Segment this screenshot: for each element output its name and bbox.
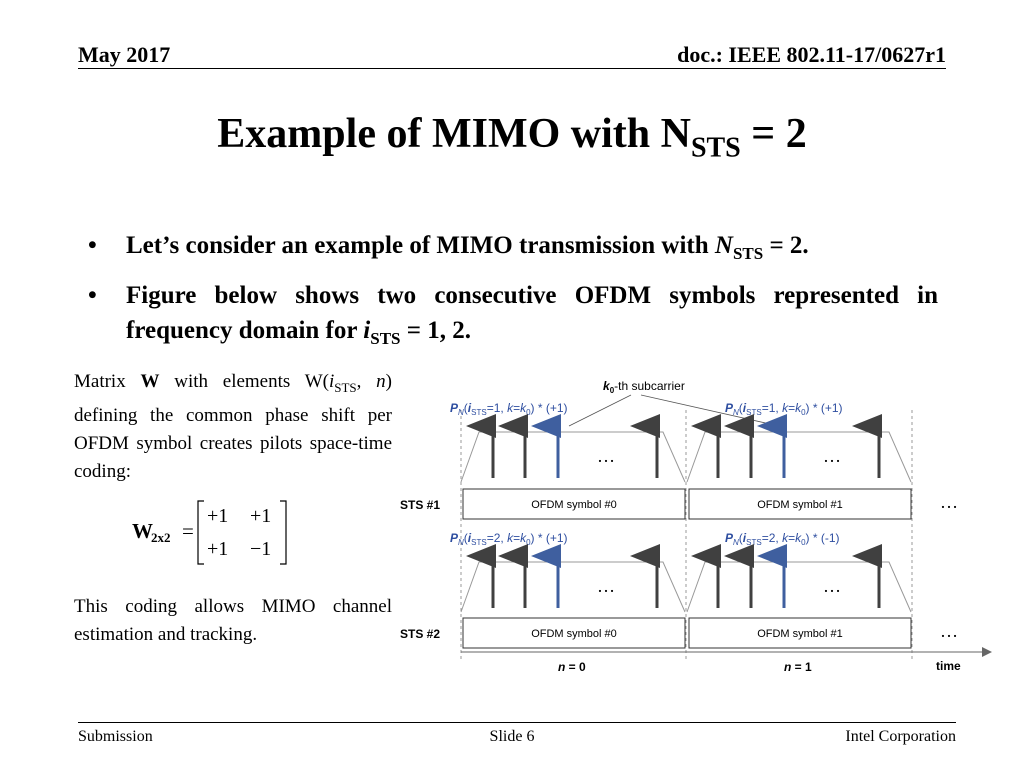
time-label: time bbox=[936, 659, 961, 673]
matrix-cell: +1 bbox=[207, 505, 229, 527]
pilot-label: $P_N(i_{STS}=1$, $k=k_0) * (+1)$ bbox=[450, 401, 568, 417]
subcarrier-label: $k_0-th$ subcarrier bbox=[603, 379, 685, 395]
ellipsis: … bbox=[940, 492, 958, 512]
spectrum-envelope bbox=[687, 562, 911, 612]
matrix-cell: +1 bbox=[250, 505, 272, 527]
matrix-right-bracket bbox=[280, 501, 286, 564]
desc-var: n bbox=[376, 371, 386, 392]
ofdm-symbol-label: OFDM symbol #1 bbox=[757, 628, 843, 640]
desc-text: ) defining the common phase shift per OFDM symbol creates pilots space-time coding: bbox=[74, 371, 392, 482]
ofdm-pilot-diagram bbox=[395, 370, 995, 680]
desc-matrix-name: W bbox=[140, 371, 160, 392]
ofdm-symbol-label: OFDM symbol #0 bbox=[531, 628, 617, 640]
bullet-text: = 2. bbox=[763, 232, 809, 259]
matrix-description bbox=[74, 368, 392, 486]
ellipsis: … bbox=[597, 446, 615, 466]
sts-label: STS #2 bbox=[400, 627, 441, 641]
footer-divider bbox=[78, 722, 956, 723]
ellipsis: … bbox=[823, 576, 841, 596]
pilot-label: $P_N(i_{STS}=1$, $k=k_0) * (+1)$ bbox=[725, 401, 843, 417]
sts-row-1 bbox=[400, 401, 958, 519]
w-matrix bbox=[132, 498, 312, 568]
title-main: Example of MIMO with N bbox=[217, 111, 691, 157]
bullet-subscript: STS bbox=[370, 329, 401, 348]
bullet-item bbox=[88, 228, 938, 271]
desc-subscript: STS bbox=[334, 379, 357, 395]
title-subscript: STS bbox=[690, 132, 741, 164]
spectrum-envelope bbox=[461, 432, 685, 482]
n-label: n = 0 bbox=[558, 660, 586, 674]
matrix-left-bracket bbox=[198, 501, 204, 564]
desc-var: i bbox=[328, 371, 335, 392]
matrix-cell: −1 bbox=[250, 538, 272, 560]
bullet-glyph: • bbox=[88, 282, 97, 309]
coding-note: This coding allows MIMO channel estimation and tracking. bbox=[74, 596, 392, 645]
slide-title bbox=[0, 110, 1024, 164]
bullet-var: N bbox=[714, 232, 733, 259]
bullet-text: = 1, 2. bbox=[400, 317, 471, 344]
matrix-cell: +1 bbox=[207, 538, 229, 560]
footer-slide-number: Slide 6 bbox=[489, 728, 535, 745]
bullet-text: Figure below shows two consecutive OFDM symbols represented in frequency domain for bbox=[126, 282, 938, 344]
header-date: May 2017 bbox=[78, 42, 171, 67]
ellipsis: … bbox=[940, 621, 958, 641]
matrix-name: W bbox=[132, 519, 153, 543]
callout-line bbox=[569, 395, 631, 426]
spectrum-envelope bbox=[687, 432, 911, 482]
desc-text: , bbox=[356, 371, 377, 392]
sts-row-2 bbox=[400, 531, 958, 648]
header-doc-id: doc.: IEEE 802.11-17/0627r1 bbox=[677, 42, 946, 67]
bullet-list bbox=[88, 228, 938, 363]
bullet-glyph: • bbox=[88, 232, 97, 259]
title-tail: = 2 bbox=[740, 111, 807, 157]
n-label: n = 1 bbox=[784, 660, 812, 674]
ellipsis: … bbox=[823, 446, 841, 466]
desc-text: with elements W( bbox=[159, 371, 329, 392]
pilot-label: $P_N(i_{STS}=2$, $k=k_0) * (+1)$ bbox=[450, 531, 568, 547]
footer-submission: Submission bbox=[78, 728, 153, 745]
ofdm-symbol-label: OFDM symbol #1 bbox=[757, 499, 843, 511]
matrix-equals: = bbox=[182, 519, 194, 543]
bullet-subscript: STS bbox=[732, 244, 764, 263]
sts-label: STS #1 bbox=[400, 498, 441, 512]
matrix-subscript: 2x2 bbox=[151, 530, 171, 545]
footer-company: Intel Corporation bbox=[845, 728, 956, 745]
header-divider bbox=[78, 68, 946, 69]
bullet-var: i bbox=[363, 317, 371, 344]
ellipsis: … bbox=[597, 576, 615, 596]
pilot-label: $P_N(i_{STS}=2$, $k=k_0) * (-1)$ bbox=[725, 531, 840, 547]
spectrum-envelope bbox=[461, 562, 685, 612]
ofdm-symbol-label: OFDM symbol #0 bbox=[531, 499, 617, 511]
bullet-item bbox=[88, 278, 938, 356]
desc-text: Matrix bbox=[74, 371, 141, 392]
bullet-text: Let’s consider an example of MIMO transmission with bbox=[126, 232, 715, 259]
